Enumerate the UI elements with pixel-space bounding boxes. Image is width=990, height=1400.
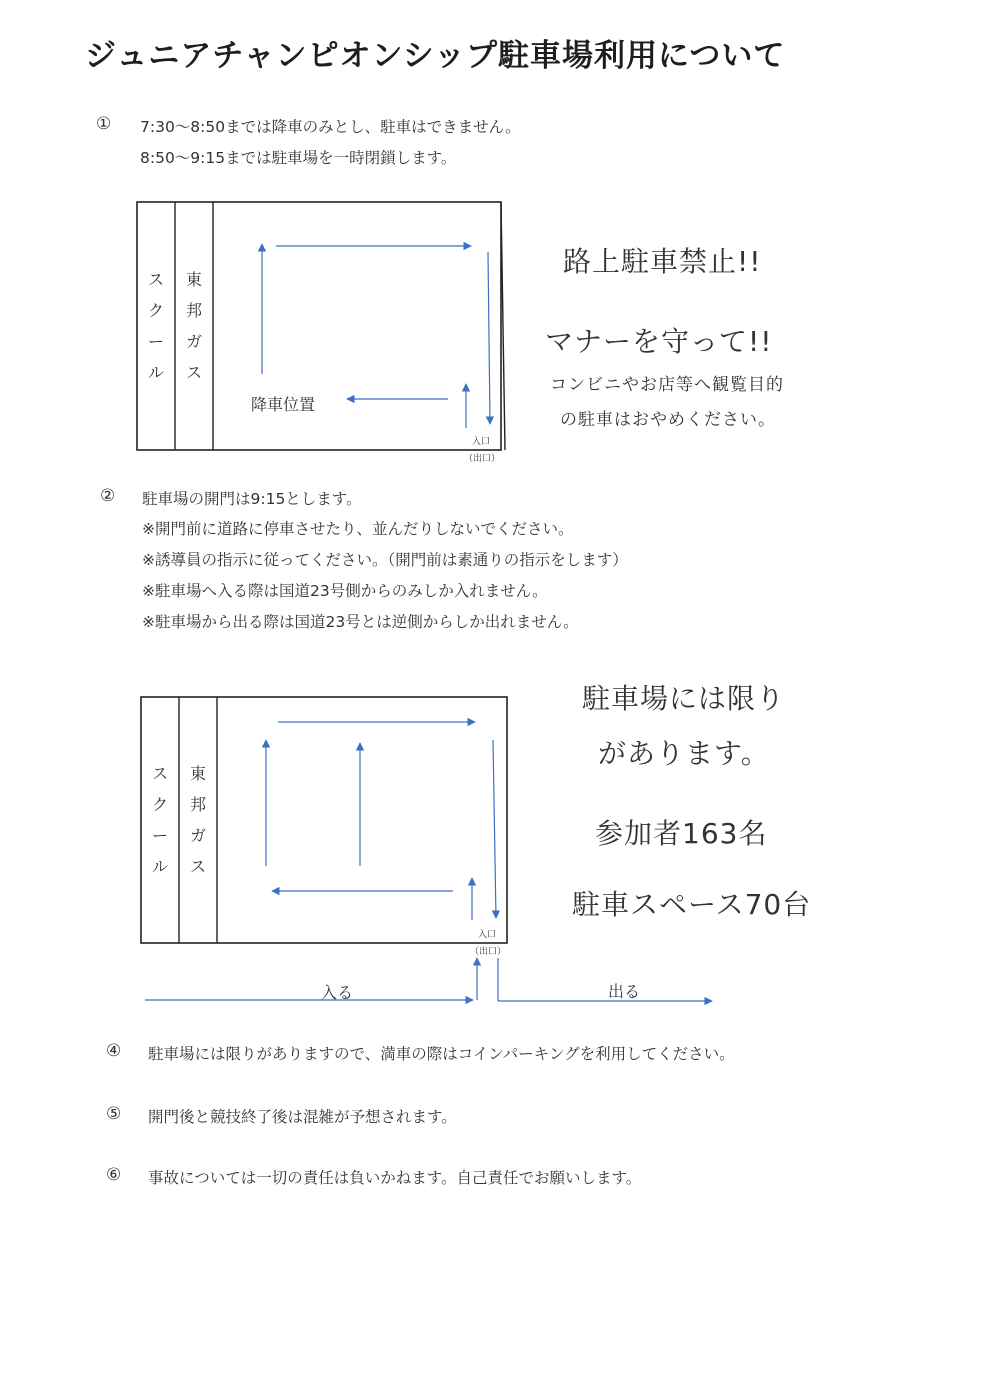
parking-spaces-count: 駐車スペース70台 bbox=[572, 888, 812, 921]
map1-tohogas-label: 東邦ガス bbox=[185, 270, 202, 382]
item6-marker: ⑥ bbox=[106, 1165, 122, 1185]
map1-dropoff-label: 降車位置 bbox=[251, 395, 316, 414]
limited-parking-line1: 駐車場には限り bbox=[582, 682, 786, 715]
map1-entrance-label: 入口 bbox=[472, 437, 491, 447]
section2-line: ※開門前に道路に停車させたり、並んだりしないでください。 bbox=[142, 520, 574, 538]
map1-exit-label: （出口） bbox=[464, 454, 501, 464]
section2-line: ※駐車場へ入る際は国道23号側からのみしか入れません。 bbox=[142, 582, 548, 600]
road-exit-label: 出る bbox=[608, 982, 641, 1001]
map2-entrance-label: 入口 bbox=[478, 930, 497, 940]
item5-marker: ⑤ bbox=[106, 1104, 122, 1124]
page-title: ジュニアチャンピオンシップ駐車場利用について bbox=[85, 38, 786, 74]
road-enter-label: 入る bbox=[321, 983, 354, 1002]
section2-marker: ② bbox=[100, 486, 116, 506]
section2-line: 駐車場の開門は9:15とします。 bbox=[142, 490, 362, 508]
map2-exit-label: （出口） bbox=[470, 947, 507, 957]
section2-line: ※駐車場から出る際は国道23号とは逆側からしか出れません。 bbox=[142, 613, 579, 631]
participants-count: 参加者163名 bbox=[595, 817, 768, 850]
item6-text: 事故については一切の責任は負いかねます。自己責任でお願いします。 bbox=[148, 1169, 642, 1187]
manners-text: マナーを守って!! bbox=[545, 325, 773, 358]
section2-line: ※誘導員の指示に従ってください。（開門前は素通りの指示をします） bbox=[142, 551, 628, 569]
section1-line2: 8:50～9:15までは駐車場を一時閉鎖します。 bbox=[140, 149, 457, 167]
notice1-line2: の駐車はおやめください。 bbox=[560, 410, 776, 430]
item4-marker: ④ bbox=[106, 1041, 122, 1061]
map1-arrow-down bbox=[488, 252, 490, 424]
map2-tohogas-label: 東邦ガス bbox=[189, 764, 206, 876]
limited-parking-line2: があります。 bbox=[598, 737, 770, 770]
map2-school-label: スクール bbox=[151, 764, 168, 876]
section1-marker: ① bbox=[96, 114, 112, 134]
map1-school-label: スクール bbox=[147, 270, 164, 382]
item5-text: 開門後と競技終了後は混雑が予想されます。 bbox=[148, 1108, 457, 1126]
item4-text: 駐車場には限りがありますので、満車の際はコインパーキングを利用してください。 bbox=[148, 1045, 735, 1063]
notice1-line1: コンビニやお店等へ観覧目的 bbox=[550, 375, 784, 395]
section1-line1: 7:30～8:50までは降車のみとし、駐車はできません。 bbox=[140, 118, 521, 136]
map2-arrow-down bbox=[493, 740, 496, 918]
no-street-parking-text: 路上駐車禁止!! bbox=[563, 245, 762, 278]
